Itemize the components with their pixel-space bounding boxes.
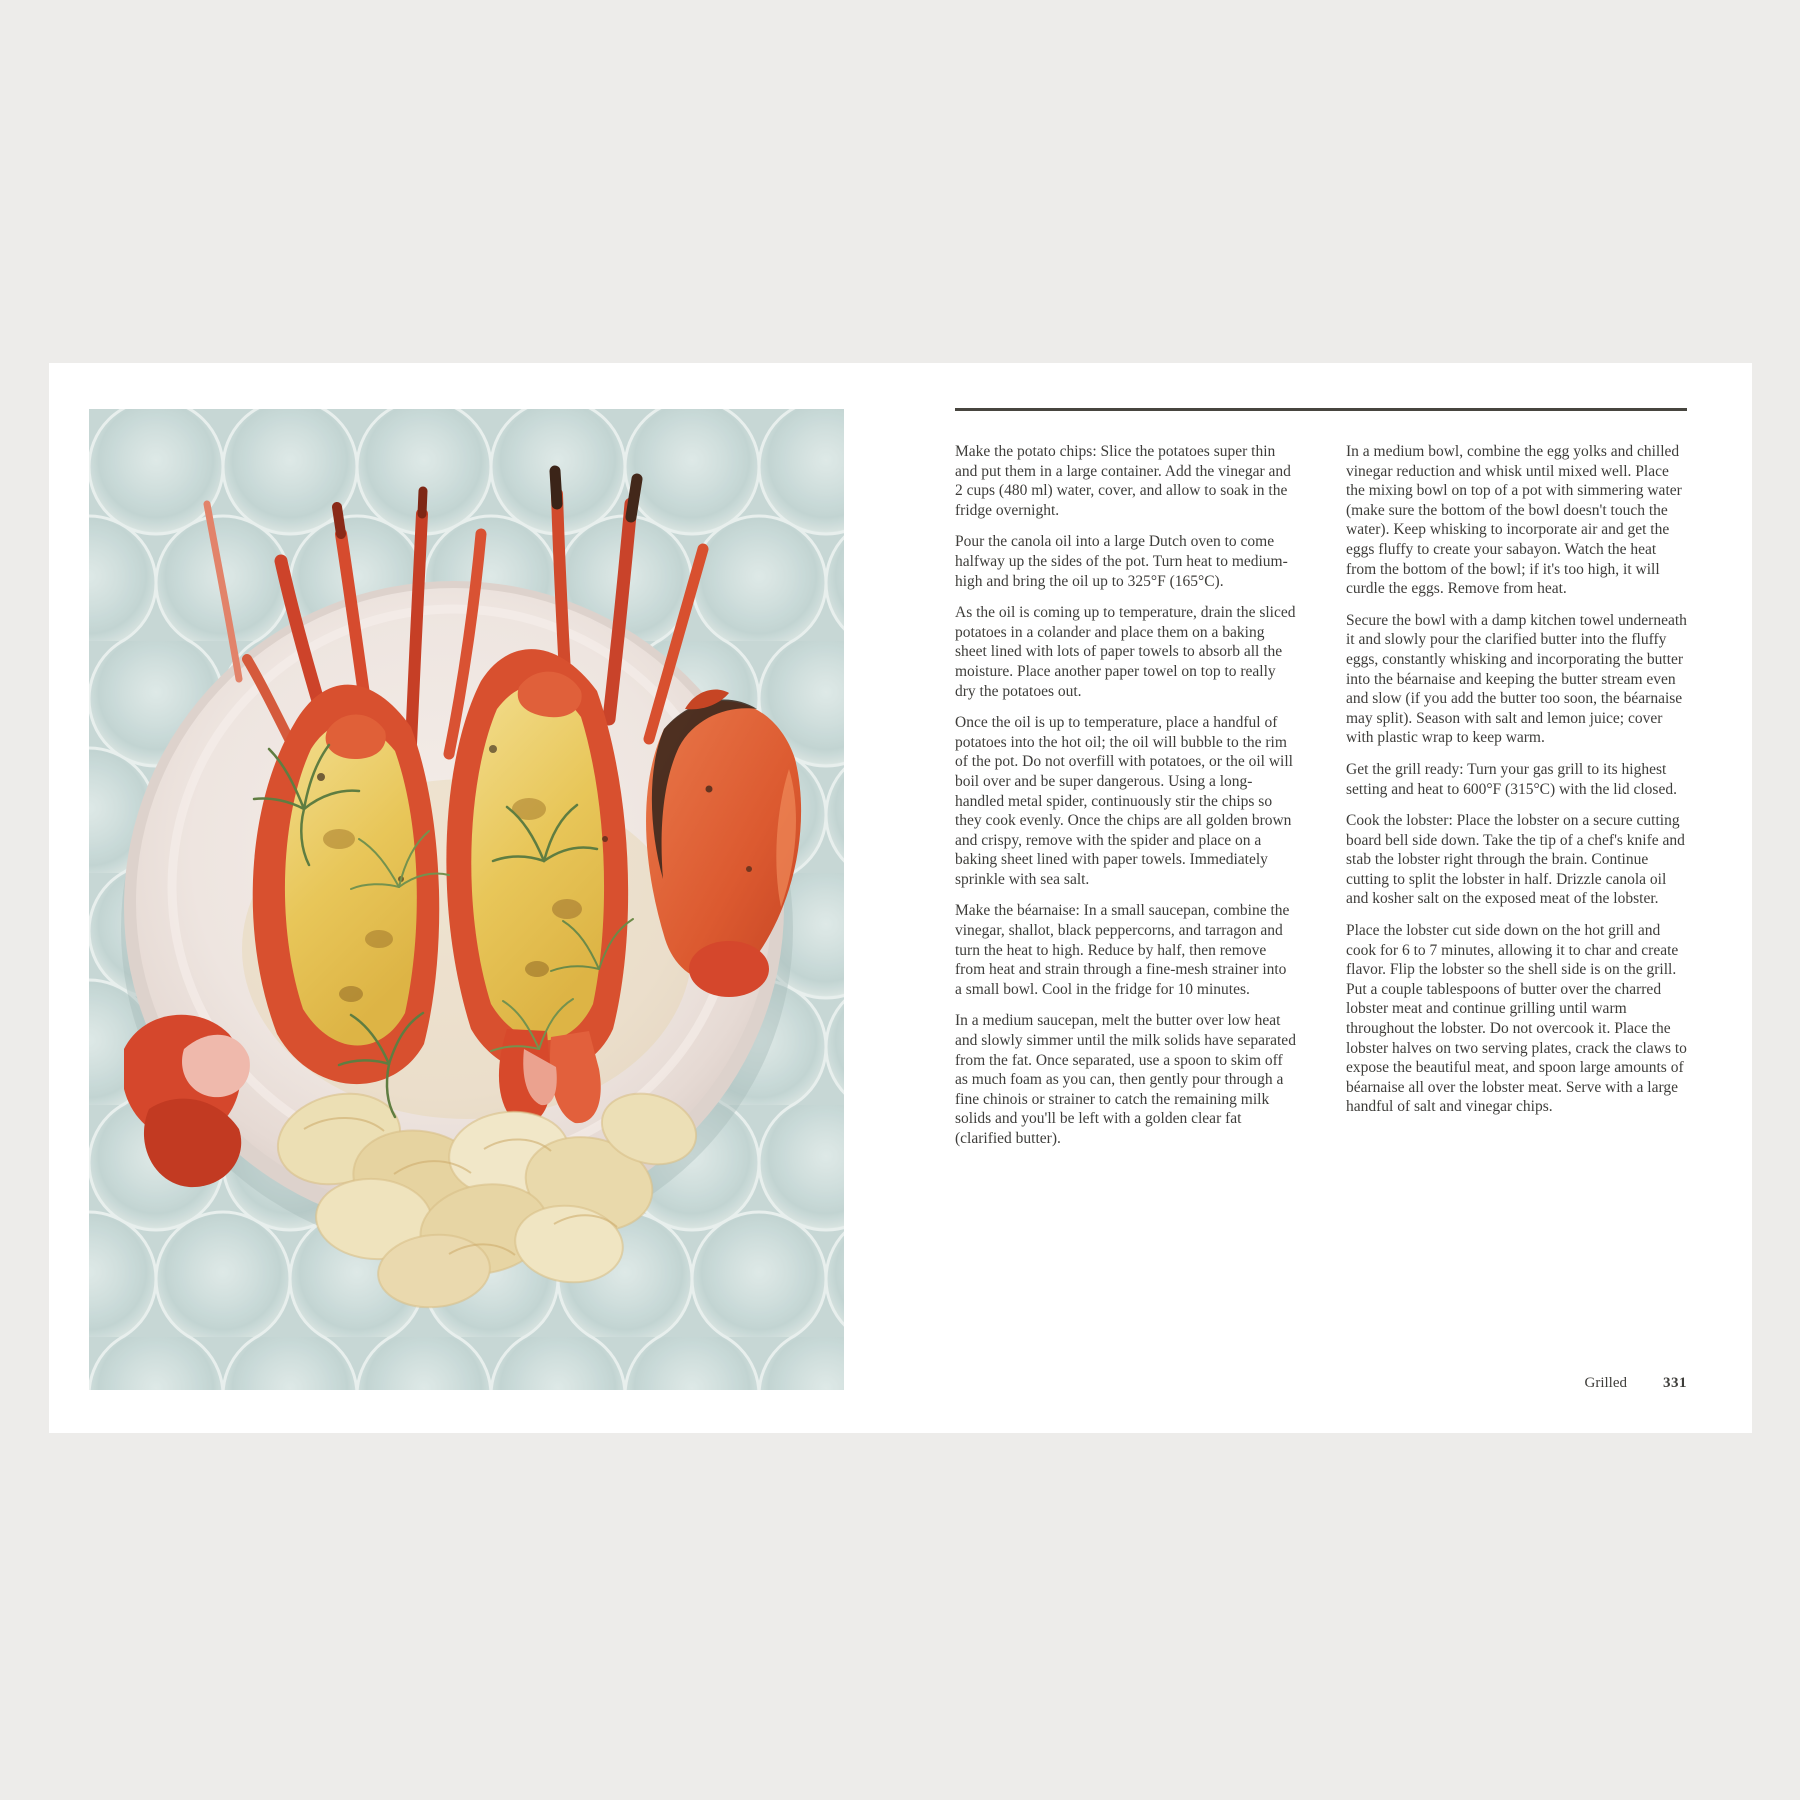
lobster-photo-illustration xyxy=(89,409,844,1390)
recipe-paragraph: In a medium bowl, combine the egg yolks and chilled vinegar reduction and whisk until mixed well. Place the mixing bowl on top of a pot with simmering water (make sure the bottom of the bowl doesn't touch the water). Keep whisking to incorporate air and get the eggs fluffy to create your sabayon. Watch the heat from the bottom of the bowl; if it's too high, it will curdle the eggs. Remove from heat. xyxy=(1346,443,1682,598)
page-footer xyxy=(955,1375,1687,1392)
recipe-paragraph: Secure the bowl with a damp kitchen towel underneath it and slowly pour the clarified butter into the fluffy eggs, constantly whisking and incorporating the butter into the béarnaise and keeping the butter stream even and slow (if you add the butter too soon, the béarnaise may split). Season with salt and lemon juice; cover with plastic wrap to keep warm. xyxy=(1346,611,1687,747)
food-photo xyxy=(89,409,844,1390)
recipe-paragraph: Place the lobster cut side down on the hot grill and cook for 6 to 7 minutes, allowing it to char and create flavor. Flip the lobster so the shell side is on the grill. Put a couple tablespoons of butter over the charred lobster meat and continue grilling until warm throughout the lobster. Do not overcook it. Place the lobster halves on two serving plates, crack the claws to expose the beautiful meat, and spoon large amounts of béarnaise all over the lobster meat. Serve with a large handful of salt and vinegar chips. xyxy=(1346,922,1687,1116)
recipe-paragraph: Get the grill ready: Turn your gas grill to its highest setting and heat to 600°F (315°C) with the lid closed. xyxy=(1346,760,1677,798)
recipe-column-left xyxy=(955,442,1296,1161)
recipe-paragraph: In a medium saucepan, melt the butter over low heat and slowly simmer until the milk solids have separated from the fat. Once separated, use a spoon to skim off as much foam as you can, then gently pour through a fine chinois or strainer to catch the remaining milk solids and you'll be left with a golden clear fat (clarified butter). xyxy=(955,1012,1296,1147)
top-rule xyxy=(955,408,1687,411)
page-number: 331 xyxy=(1663,1375,1687,1391)
recipe-paragraph: Pour the canola oil into a large Dutch oven to come halfway up the sides of the pot. Turn heat to medium-high and bring the oil up to 325°F (165°C). xyxy=(955,533,1288,590)
recipe-paragraph: Make the béarnaise: In a small saucepan, combine the vinegar, shallot, black peppercorns, and tarragon and turn the heat to high. Reduce by half, then remove from heat and strain through a fine-mesh strainer into a small bowl. Cool in the fridge for 10 minutes. xyxy=(955,902,1290,998)
recipe-paragraph: Cook the lobster: Place the lobster on a secure cutting board bell side down. Take the tip of a chef's knife and stab the lobster right through the brain. Continue cutting to split the lobster in half. Drizzle canola oil and kosher salt on the exposed meat of the lobster. xyxy=(1346,812,1685,908)
recipe-text-block xyxy=(955,408,1687,1161)
recipe-paragraph: Make the potato chips: Slice the potatoes super thin and put them in a large container. Add the vinegar and 2 cups (480 ml) water, cover, and allow to soak in the fridge overnight. xyxy=(955,443,1291,519)
section-label: Grilled xyxy=(1584,1375,1627,1391)
book-page xyxy=(49,363,1752,1433)
recipe-paragraph: As the oil is coming up to temperature, drain the sliced potatoes in a colander and place them on a baking sheet lined with lots of paper towels to absorb all the moisture. Place another paper towel on top to really dry the potatoes out. xyxy=(955,604,1296,700)
recipe-paragraph: Once the oil is up to temperature, place a handful of potatoes into the hot oil; the oil will bubble to the rim of the pot. Do not overfill with potatoes, or the oil will boil over and be super dangerous. Using a long-handled metal spider, continuously stir the chips so they cook evenly. Once the chips are all golden brown and crispy, remove with the spider and place on a baking sheet lined with paper towels. Immediately sprinkle with sea salt. xyxy=(955,714,1293,888)
recipe-column-right xyxy=(1346,442,1687,1161)
